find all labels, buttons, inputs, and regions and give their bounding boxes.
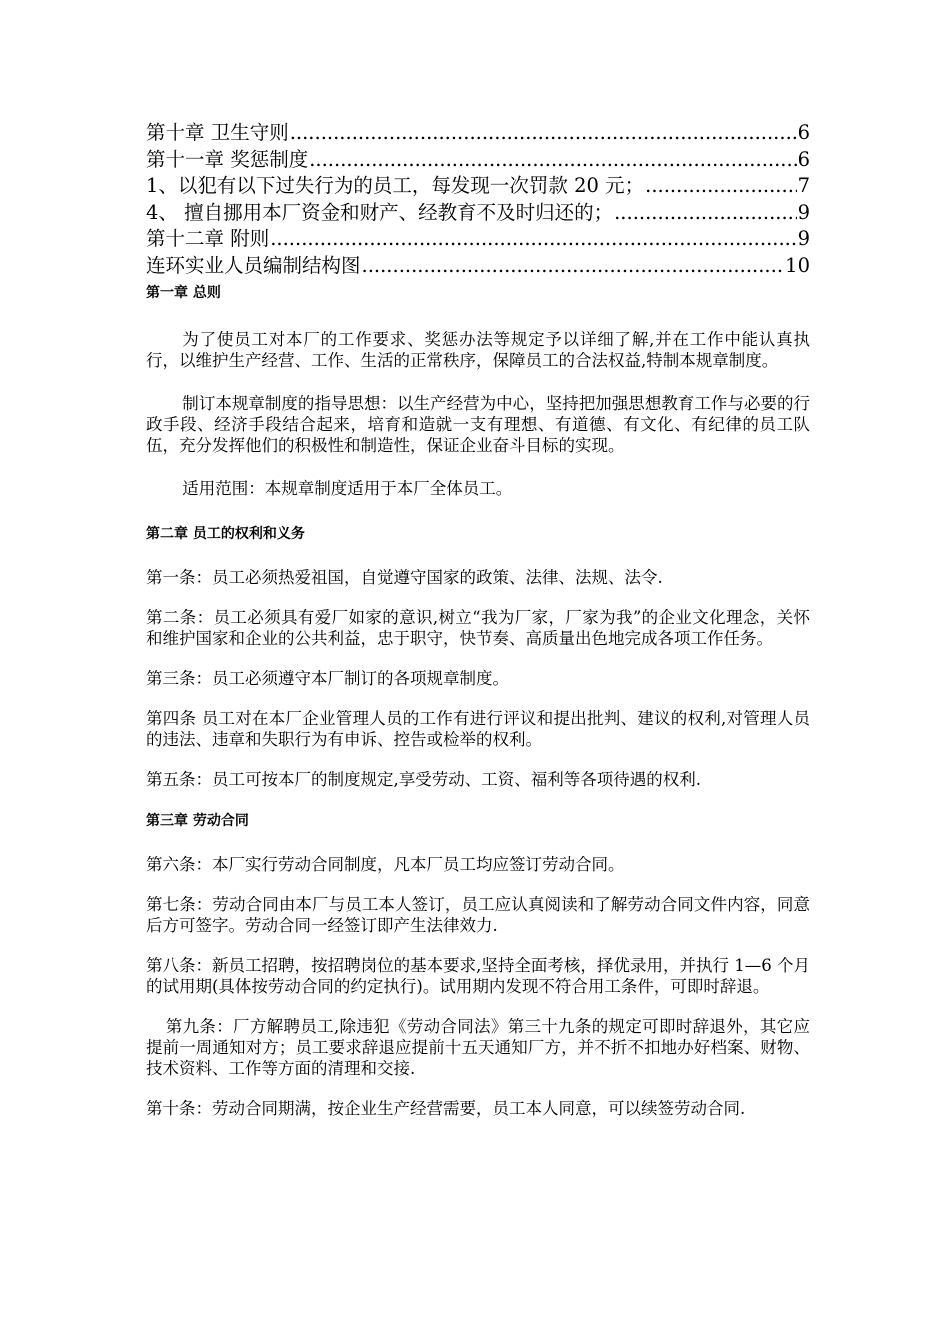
toc-entry[interactable] [146, 253, 810, 280]
article-3: 第三条：员工必须遵守本厂制订的各项规章制度。 [146, 669, 509, 688]
toc-entry-page: 9 [797, 200, 810, 224]
document-page [146, 120, 810, 1119]
toc-entry-title: 4、 擅自挪用本厂资金和财产、经教育不及时归还的； [146, 200, 614, 224]
chapter-1-paragraph-guideline: 制订本规章制度的指导思想：以生产经营为中心，坚持把加强思想教育工作与必要的行政手段、经济手段结合起来，培育和造就一支有理想、有道德、有文化、有纪律的员工队伍，充分发挥他们的积极性和制造性，保证企业奋斗目标的实现。 [146, 394, 810, 455]
chapter-1-paragraph-scope: 适用范围：本规章制度适用于本厂全体员工。 [182, 479, 513, 498]
toc-entry[interactable] [146, 226, 810, 253]
toc-entry-title: 第十一章 奖惩制度 [146, 147, 309, 171]
toc-leader-dots [614, 200, 796, 227]
toc-entry-page: 9 [797, 227, 810, 250]
article-2: 第二条：员工必须具有爱厂如家的意识,树立“我为厂家，厂家为我”的企业文化理念，关怀和维护国家和企业的公共利益，忠于职守，快节奏、高质量出色地完成各项工作任务。 [146, 608, 810, 648]
chapter-1-paragraph-purpose: 为了使员工对本厂的工作要求、奖惩办法等规定予以详细了解,并在工作中能认真执行，以维护生产经营、工作、生活的正常秩序，保障员工的合法权益,特制本规章制度。 [146, 330, 810, 370]
article-8: 第八条：新员工招聘，按招聘岗位的基本要求,坚持全面考核，择优录用，并执行 1—6 个月的试用期(具体按劳动合同的约定执行)。试用期内发现不符合用工条件，可即时辞退。 [146, 956, 810, 996]
chapter-1-heading: 第一章 总则 [146, 285, 221, 301]
toc-entry[interactable] [146, 120, 810, 147]
article-4: 第四条 员工对在本厂企业管理人员的工作有进行评议和提出批判、建议的权利,对管理人员的违法、违章和失职行为有申诉、控告或检举的权利。 [146, 709, 810, 749]
toc-leader-dots [362, 253, 785, 280]
toc-entry-title: 第十章 卫生守则 [146, 121, 289, 144]
article-1: 第一条：员工必须热爱祖国，自觉遵守国家的政策、法律、法规、法令. [146, 568, 663, 587]
toc-entry-page: 6 [797, 121, 810, 144]
chapter-3-heading: 第三章 劳动合同 [146, 813, 249, 829]
toc-entry[interactable] [146, 200, 810, 227]
article-5: 第五条：员工可按本厂的制度规定,享受劳动、工资、福利等各项待遇的权利. [146, 770, 701, 789]
article-6: 第六条：本厂实行劳动合同制度，凡本厂员工均应签订劳动合同。 [146, 855, 625, 874]
toc-leader-dots [645, 173, 796, 200]
toc-leader-dots [309, 147, 796, 174]
toc-entry-title: 连环实业人员编制结构图 [146, 253, 361, 277]
article-9: 第九条：厂方解聘员工,除违犯《劳动合同法》第三十九条的规定可即时辞退外，其它应提前一周通知对方；员工要求辞退应提前十五天通知厂方，并不折不扣地办好档案、财物、技术资料、工作等方面的清理和交接. [146, 1017, 810, 1078]
toc-entry-page: 7 [797, 174, 810, 197]
article-7: 第七条：劳动合同由本厂与员工本人签订，员工应认真阅读和了解劳动合同文件内容，同意后方可签字。劳动合同一经签订即产生法律效力. [146, 895, 810, 935]
toc-leader-dots [290, 120, 797, 147]
toc-leader-dots [270, 226, 796, 253]
toc-entry[interactable] [146, 147, 810, 174]
article-10: 第十条：劳动合同期满，按企业生产经营需要，员工本人同意，可以续签劳动合同. [146, 1099, 746, 1118]
chapter-2-heading: 第二章 员工的权利和义务 [146, 526, 305, 542]
toc-entry-page: 6 [797, 147, 810, 171]
toc-entry-page: 10 [785, 253, 810, 277]
toc-entry-title: 1、以犯有以下过失行为的员工，每发现一次罚款 20 元； [146, 174, 645, 197]
toc-entry[interactable] [146, 173, 810, 200]
table-of-contents [146, 120, 810, 279]
toc-entry-title: 第十二章 附则 [146, 227, 270, 250]
